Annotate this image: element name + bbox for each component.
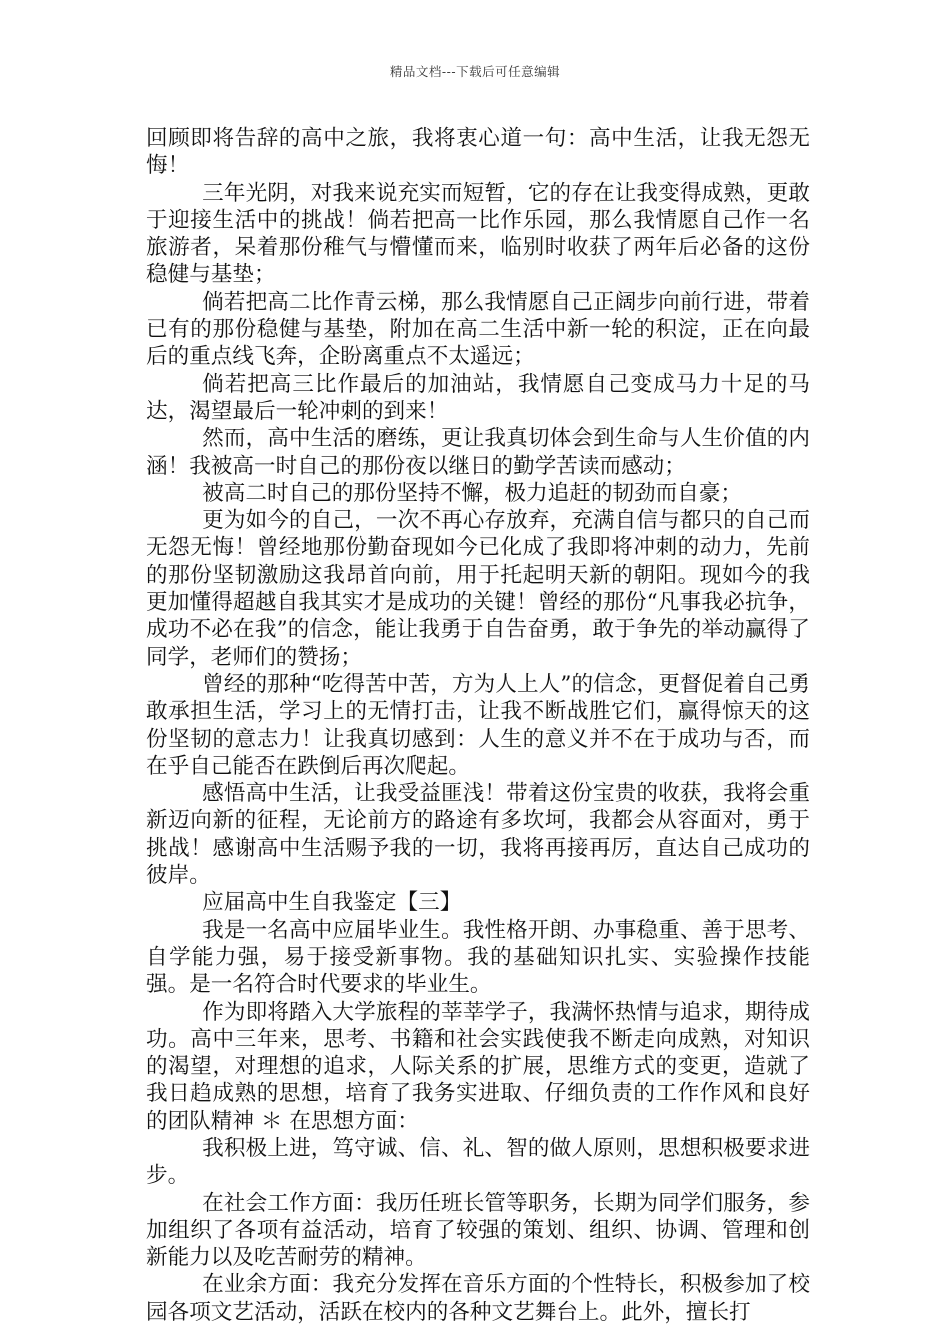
- body-paragraph: 感悟高中生活，让我受益匪浅！带着这份宝贵的收获，我将会重新迈向新的征程，无论前方的路途有多坎坷，我都会从容面对，勇于挑战！感谢高中生活赐予我的一切，我将再接再厉，直达自己成功的彼岸。: [146, 781, 810, 889]
- body-paragraph: 我是一名高中应届毕业生。我性格开朗、办事稳重、善于思考、自学能力强，易于接受新事物。我的基础知识扎实、实验操作技能强。是一名符合时代要求的毕业生。: [146, 917, 810, 998]
- body-paragraph: 倘若把高三比作最后的加油站，我情愿自己变成马力十足的马达，渴望最后一轮冲刺的到来！: [146, 371, 810, 424]
- body-paragraph: 三年光阴，对我来说充实而短暂，它的存在让我变得成熟，更敢于迎接生活中的挑战！倘若把高一比作乐园，那么我情愿自己作一名旅游者，呆着那份稚气与懵懂而来，临别时收获了两年后必备的这份稳健与基垫；: [146, 180, 810, 288]
- body-paragraph: 倘若把高二比作青云梯，那么我情愿自己正阔步向前行进，带着已有的那份稳健与基垫，附加在高二生活中新一轮的积淀，正在向最后的重点线飞奔，企盼离重点不太遥远；: [146, 289, 810, 370]
- body-paragraph: 我积极上进，笃守诚、信、礼、智的做人原则，思想积极要求进步。: [146, 1135, 810, 1189]
- body-paragraph: 被高二时自己的那份坚持不懈，极力追赶的韧劲而自豪；: [202, 480, 743, 506]
- body-paragraph: 作为即将踏入大学旅程的莘莘学子，我满怀热情与追求，期待成功。高中三年来，思考、书籍和社会实践使我不断走向成熟，对知识的渴望，对理想的追求，人际关系的扩展，思维方式的变更，造就了我日趋成熟的思想，培育了我务实进取、仔细负责的工作作风和良好的团队精神 ＊ 在思想方面：: [146, 999, 810, 1134]
- body-paragraph: 然而，高中生活的磨练，更让我真切体会到生命与人生价值的内涵！我被高一时自己的那份夜以继日的勤学苦读而感动；: [146, 426, 810, 479]
- body-paragraph: 在业余方面：我充分发挥在音乐方面的个性特长，积极参加了校园各项文艺活动，活跃在校内的各种文艺舞台上。此外，擅长打: [146, 1272, 810, 1325]
- body-paragraph: 曾经的那种“吃得苦中苦，方为人上人”的信念，更督促着自己勇敢承担生活，学习上的无情打击，让我不断战胜它们，赢得惊天的这份坚韧的意志力！让我真切感到：人生的意义并不在于成功与否，而在乎自己能否在跌倒后再次爬起。: [146, 671, 810, 779]
- body-paragraph: 在社会工作方面：我历任班长管等职务，长期为同学们服务，参加组织了各项有益活动，培育了较强的策划、组织、协调、管理和创新能力以及吃苦耐劳的精神。: [146, 1190, 810, 1271]
- body-paragraph: 应届高中生自我鉴定【三】: [202, 890, 462, 916]
- page-header: 精品文档---下载后可任意编辑: [389, 64, 561, 79]
- document-body: [146, 125, 810, 1326]
- body-paragraph: 更为如今的自己，一次不再心存放弃，充满自信与都只的自己而无怨无悔！曾经地那份勤奋现如今已化成了我即将冲刺的动力，先前的那份坚韧激励这我昂首向前，用于托起明天新的朝阳。现如今的我更加懂得超越自我其实才是成功的关键！曾经的那份“凡事我必抗争，成功不必在我”的信念，能让我勇于自告奋勇，敢于争先的举动赢得了同学，老师们的赞扬；: [146, 508, 810, 670]
- body-paragraph: 回顾即将告辞的高中之旅，我将衷心道一句：高中生活，让我无怨无悔！: [146, 126, 810, 179]
